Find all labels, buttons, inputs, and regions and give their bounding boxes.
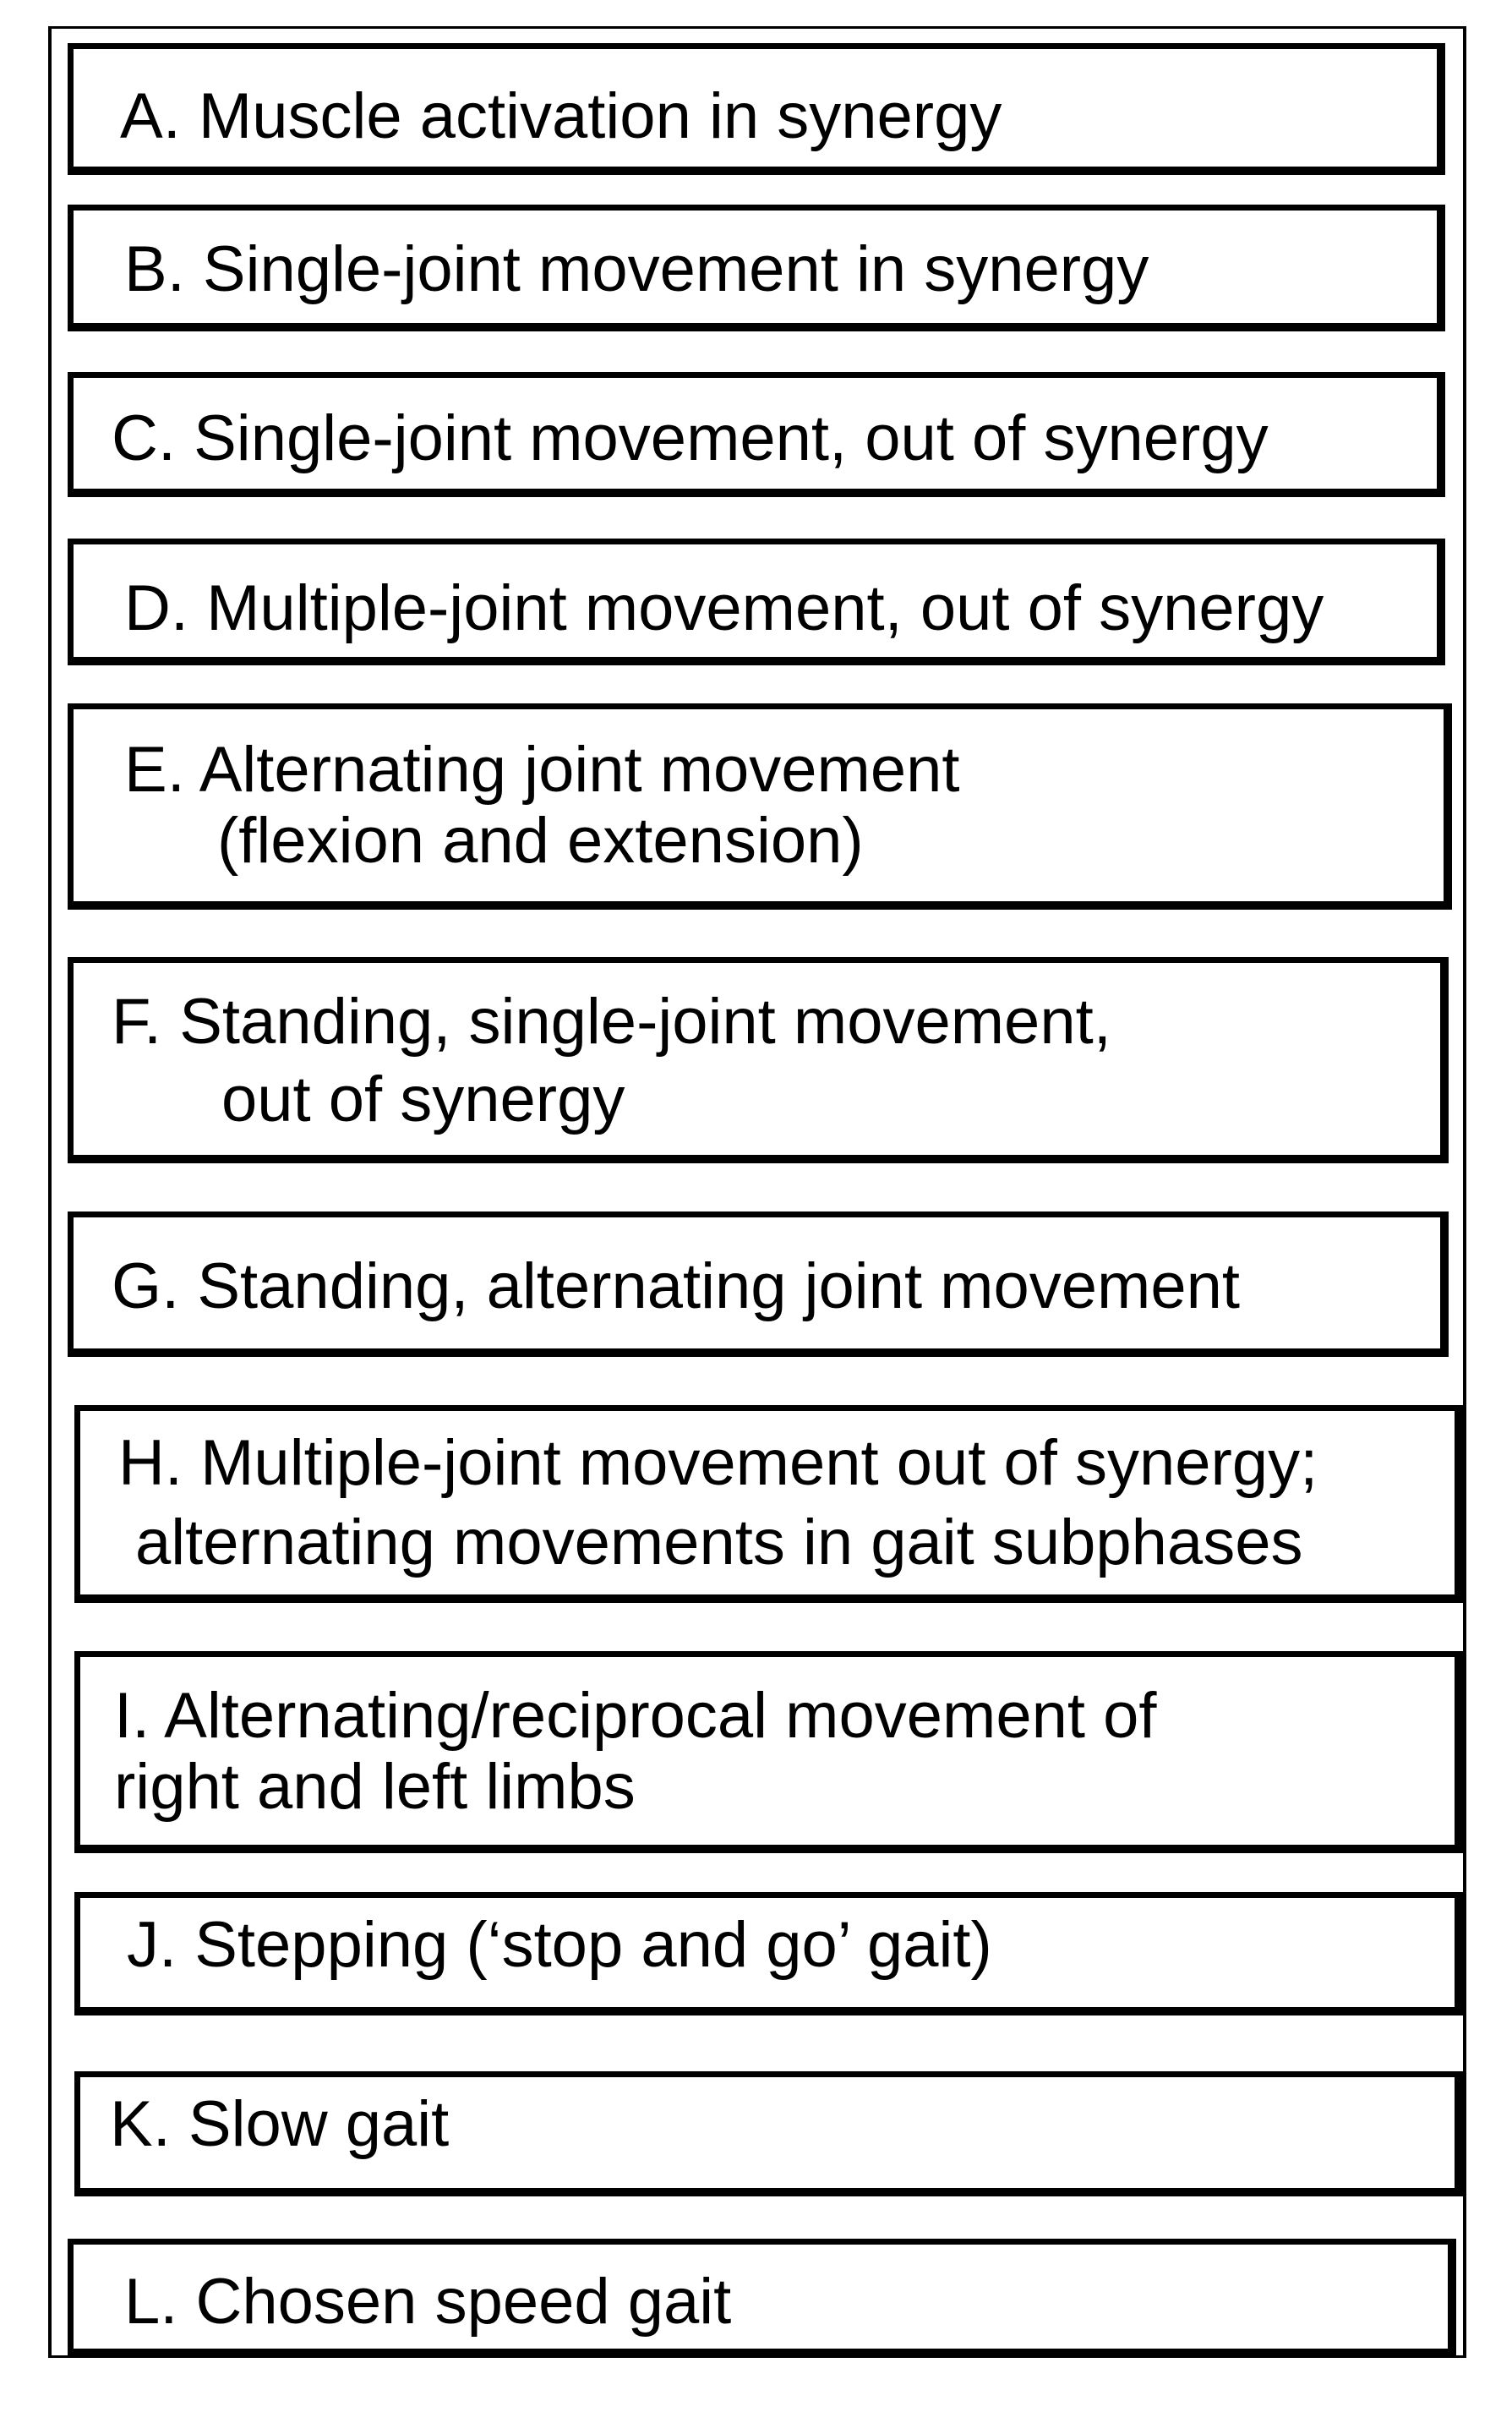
step-h-sublabel: alternating movements in gait subphases: [135, 1507, 1303, 1578]
step-e-label: E. Alternating joint movement: [124, 734, 960, 806]
step-b-box: [68, 205, 1445, 331]
step-g-label: G. Standing, alternating joint movement: [112, 1250, 1240, 1322]
step-g-box: [68, 1211, 1449, 1357]
step-d-box: [68, 539, 1445, 665]
step-l-box: [68, 2239, 1456, 2357]
step-f-box: [68, 957, 1449, 1163]
step-a-box: [68, 43, 1445, 175]
step-j-label: J. Stepping (‘stop and go’ gait): [127, 1909, 992, 1981]
step-i-box: [74, 1651, 1463, 1853]
step-c-box: [68, 372, 1445, 497]
step-f-sublabel: out of synergy: [221, 1064, 625, 1135]
step-l-label: L. Chosen speed gait: [124, 2266, 732, 2338]
step-f-label: F. Standing, single-joint movement,: [112, 986, 1111, 1058]
step-i-sublabel: right and left limbs: [114, 1751, 636, 1823]
step-d-label: D. Multiple-joint movement, out of synergy: [124, 572, 1324, 644]
step-e-box: [68, 703, 1452, 910]
step-i-label: I. Alternating/reciprocal movement of: [114, 1680, 1157, 1752]
step-c-label: C. Single-joint movement, out of synergy: [112, 402, 1269, 474]
step-k-label: K. Slow gait: [110, 2088, 450, 2160]
step-b-label: B. Single-joint movement in synergy: [124, 233, 1149, 305]
step-a-label: A. Muscle activation in synergy: [120, 80, 1002, 152]
step-h-label: H. Multiple-joint movement out of synergy;: [118, 1427, 1318, 1499]
step-e-sublabel: (flexion and extension): [217, 805, 864, 877]
step-h-box: [74, 1405, 1463, 1603]
step-k-box: [74, 2071, 1463, 2196]
step-j-box: [74, 1892, 1463, 2015]
